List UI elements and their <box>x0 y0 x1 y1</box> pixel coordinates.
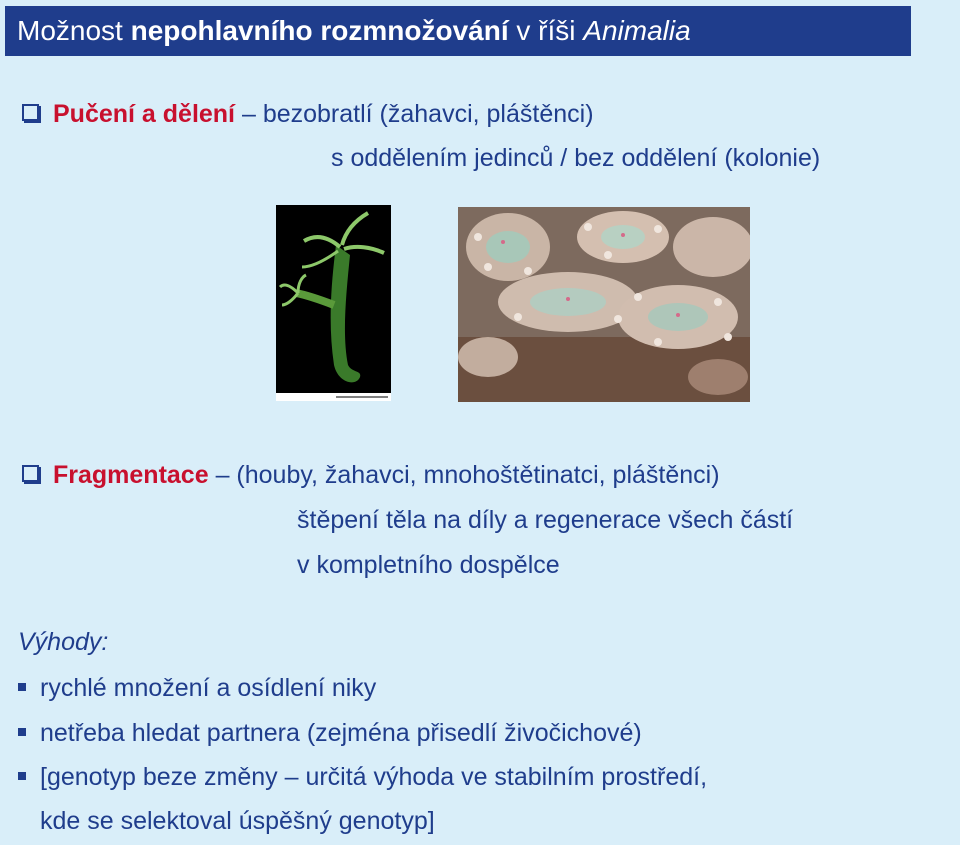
square-bullet-icon <box>18 728 26 736</box>
advantage-item-continuation: kde se selektoval úspěšný genotyp] <box>40 807 435 835</box>
section2-text-1: (houby, žahavci, mnohoštětinatci, pláštěnci) <box>236 461 720 489</box>
section2-line1: Fragmentace – (houby, žahavci, mnohoštětinatci, pláštěnci) <box>22 461 720 490</box>
advantage-item: [genotyp beze změny – určitá výhoda ve stabilním prostředí, <box>18 763 707 792</box>
section2-heading: Fragmentace <box>53 461 209 489</box>
section2-text-3: v kompletního dospělce <box>297 551 560 579</box>
title-part-4: Animalia <box>583 15 691 46</box>
checkbox-bullet-icon <box>22 104 39 121</box>
section1-line1: Pučení a dělení – bezobratlí (žahavci, pláštěnci) <box>22 100 594 129</box>
checkbox-bullet-icon <box>22 465 39 482</box>
sea-anemone-colony-photo <box>458 207 750 402</box>
section1-text-1: bezobratlí (žahavci, pláštěnci) <box>262 100 594 128</box>
hydra-photo <box>276 205 391 401</box>
advantage-item: netřeba hledat partnera (zejména přisedlí živočichové) <box>18 719 642 748</box>
square-bullet-icon <box>18 772 26 780</box>
title-part-2: nepohlavního rozmnožování <box>130 15 509 46</box>
title-part-1: Možnost <box>17 15 131 46</box>
square-bullet-icon <box>18 683 26 691</box>
section1-text-2: s oddělením jedinců / bez oddělení (kolonie) <box>331 144 821 172</box>
title-part-3: v říši <box>508 15 584 46</box>
slide-title <box>5 6 911 56</box>
advantages-heading: Výhody: <box>18 628 109 656</box>
section2-text-2: štěpení těla na díly a regenerace všech částí <box>297 506 794 534</box>
section1-heading: Pučení a dělení <box>53 100 236 128</box>
advantage-item: rychlé množení a osídlení niky <box>18 674 376 703</box>
